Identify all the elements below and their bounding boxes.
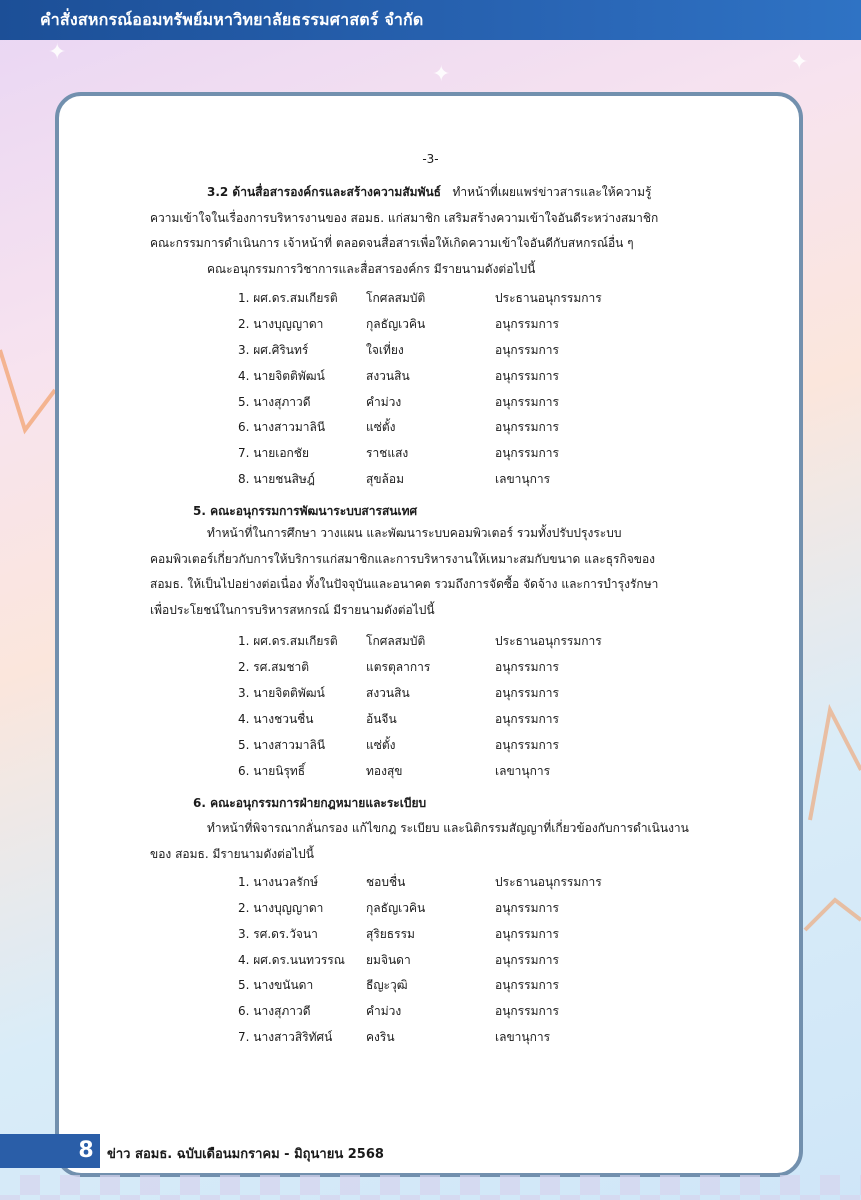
sparkle-icon: ✦ xyxy=(432,62,451,87)
document-content: -3- 3.2 ด้านสื่อสารองค์กรและสร้างความสัมพันธ์ ทำหน้าที่เผยแพร่ข่าวสารและให้ความรู้ ความเข้าใจในเรื่องการบริหารงานของ สอมธ. แก่สมาชิก เสริมสร้างความเข้าใจอันดีระหว่างสมาชิก คณะกรรมการดำเนินการ เจ้าหน้าที่ ตลอดจนสื่อสารเพื่อให้เกิดความเข้าใจอันดีกับสหกรณ์อื่น ๆ คณะอนุกรรมการวิชาการและสื่อสารองค์กร มีรายนามดังต่อไปนี้ 1. ผศ.ดร.สมเกียรติ โกศลสมบัติ ประธานอนุกรรมการ 2. นางบุญญาดา กุลธัญเวคิน อนุกรรมการ 3. ผศ.ศิรินทร์ ใจเที่ยง อนุกรรมการ 4. นายจิตติพัฒน์ สงวนสิน อนุกรรมการ 5. นางสุภาวดี คำม่วง อนุกรรมการ 6. นางสาวมาลินี แซ่ตั้ง อนุกรรมการ 7. นายเอกชัย ราชแสง อนุกรรมการ 8. นายชนสิษฎ์ สุขล้อม เลขานุการ 5. คณะอนุกรรมการพัฒนาระบบสารสนเทศ ทำหน้าที่ในการศึกษา วางแผน และพัฒนาระบบคอมพิวเตอร์ รวมทั้งปรับปรุงระบบ คอมพิวเตอร์เกี่ยวกับการให้บริการแก่สมาชิกและการบริหารงานให้เหมาะสมกับขนาด และธุรกิจของ สอมธ. ให้เป็นไปอย่างต่อเนื่อง ทั้งในปัจจุบันและอนาคต รวมถึงการจัดซื้อ จัดจ้าง และการบำรุงรักษา เพื่อประโยชน์ในการบริหารสหกรณ์ มีรายนามดังต่อไปนี้ 1. ผศ.ดร.สมเกียรติ โกศลสมบัติ ประธานอนุกรรมการ 2. รศ.สมชาติ แตรตุลาการ อนุกรรมการ 3. นายจิตติพัฒน์ สงวนสิน อนุกรรมการ 4. นางชวนชื่น อ้นจีน อนุกรรมการ 5. นางสาวมาลินี แซ่ตั้ง อนุกรรมการ 6. นายนิรุทธิ์ ทองสุข เลขานุการ 6. คณะอนุกรรมการฝ่ายกฎหมายและระเบียบ ทำหน้าที่พิจารณากลั่นกรอง แก้ไขกฎ ระเบียบ และนิติกรรมสัญญาที่เกี่ยวข้องกับการดำเนินงาน ของ สอมธ. มีรายนามดังต่อไปนี้ 1. นางนวลรักษ์ ชอบชื่น ประธานอนุกรรมการ 2. นางบุญญาดา กุลธัญเวคิน อนุกรรมการ 3. รศ.ดร.วัจนา สุริยธรรม อนุกรรมการ 4. ผศ.ดร.นนทวรรณ ยมจินดา อนุกรรมการ 5. นางขนันดา ธีญะวุฒิ อนุกรรมการ 6. นางสุภาวดี คำม่วง อนุกรรมการ 7. นางสาวสิริทัศน์ คงริน เลขานุการ xyxy=(0,0,861,1200)
section-6-line1: ทำหน้าที่พิจารณากลั่นกรอง แก้ไขกฎ ระเบียบ และนิติกรรมสัญญาที่เกี่ยวข้องกับการดำเนินงาน xyxy=(207,821,689,835)
footer-publication: ข่าว สอมธ. ฉบับเดือนมกราคม - มิถุนายน 2568 xyxy=(107,1147,384,1162)
section-5-line3: สอมธ. ให้เป็นไปอย่างต่อเนื่อง ทั้งในปัจจุบันและอนาคต รวมถึงการจัดซื้อ จัดจ้าง และการบำรุงรักษา xyxy=(150,577,659,591)
header-title: คำสั่งสหกรณ์ออมทรัพย์มหาวิทยาลัยธรรมศาสตร์ จำกัด xyxy=(40,10,424,29)
section-3-2-intro: คณะอนุกรรมการวิชาการและสื่อสารองค์กร มีรายนามดังต่อไปนี้ xyxy=(207,261,536,276)
footer-page-number: 8 xyxy=(78,1138,94,1163)
section-5-line2: คอมพิวเตอร์เกี่ยวกับการให้บริการแก่สมาชิกและการบริหารงานให้เหมาะสมกับขนาด และธุรกิจของ xyxy=(150,551,656,566)
section-3-2-paragraph xyxy=(150,180,710,282)
section-3-2-line3: คณะกรรมการดำเนินการ เจ้าหน้าที่ ตลอดจนสื่อสารเพื่อให้เกิดความเข้าใจอันดีกับสหกรณ์อื่น ๆ xyxy=(150,236,634,250)
section-6-line2: ของ สอมธ. มีรายนามดังต่อไปนี้ xyxy=(150,846,314,861)
section-3-2-line2: ความเข้าใจในเรื่องการบริหารงานของ สอมธ. แก่สมาชิก เสริมสร้างความเข้าใจอันดีระหว่างสมาชิก xyxy=(150,210,659,225)
page-marker: -3- xyxy=(422,152,439,166)
sparkle-icon: ✦ xyxy=(790,50,809,75)
section-5-paragraph xyxy=(150,521,710,623)
section-5-line4: เพื่อประโยชน์ในการบริหารสหกรณ์ มีรายนามดังต่อไปนี้ xyxy=(150,602,435,617)
section-6-heading: 6. คณะอนุกรรมการฝ่ายกฎหมายและระเบียบ xyxy=(193,796,427,810)
section-6-paragraph xyxy=(150,816,710,867)
sparkle-icon: ✦ xyxy=(48,40,67,65)
section-3-2-heading: 3.2 ด้านสื่อสารองค์กรและสร้างความสัมพันธ์ xyxy=(207,185,441,199)
section-5-line1: ทำหน้าที่ในการศึกษา วางแผน และพัฒนาระบบคอมพิวเตอร์ รวมทั้งปรับปรุงระบบ xyxy=(207,526,622,540)
section-5-heading: 5. คณะอนุกรรมการพัฒนาระบบสารสนเทศ xyxy=(193,504,418,518)
section-3-2-line1: ทำหน้าที่เผยแพร่ข่าวสารและให้ความรู้ xyxy=(452,185,652,199)
